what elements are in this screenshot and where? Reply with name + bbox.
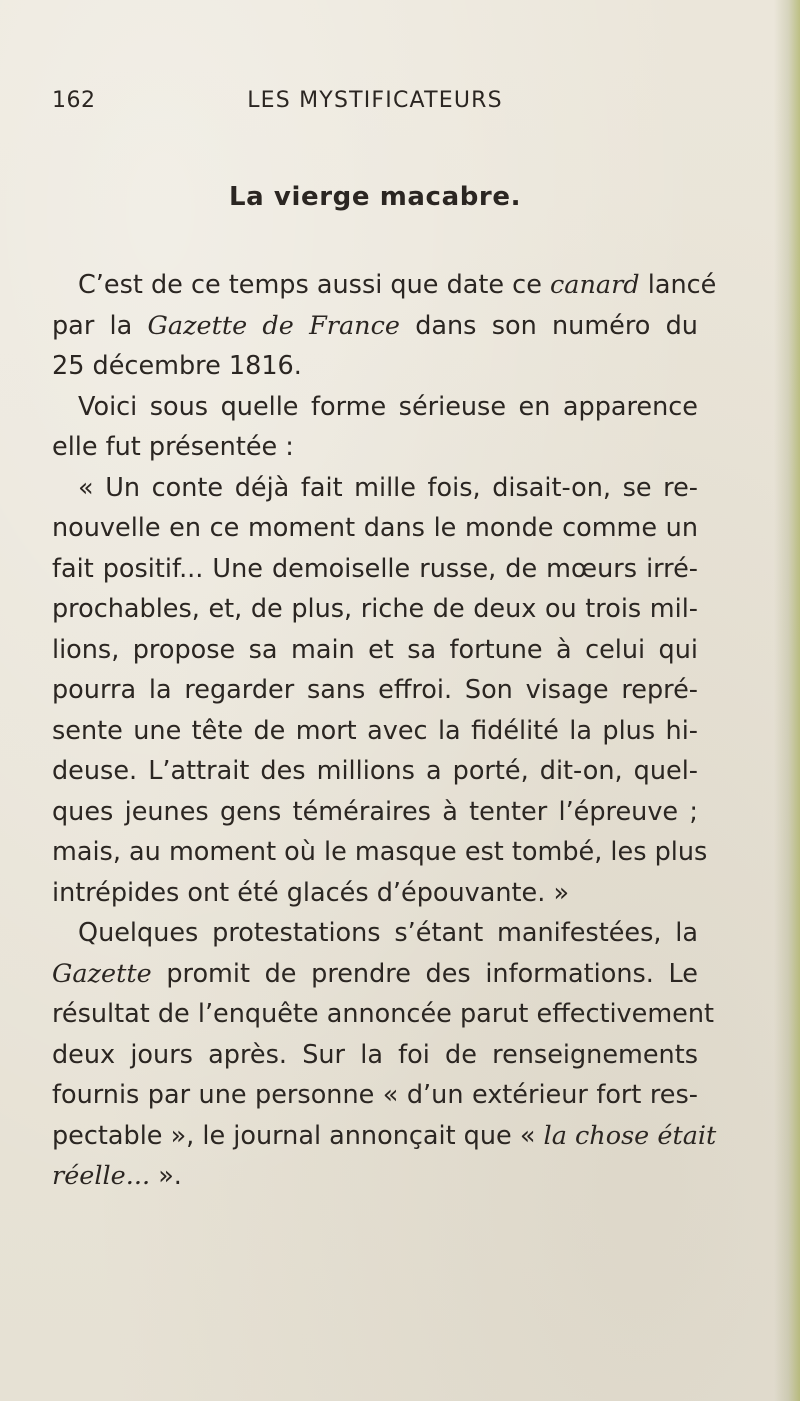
text-line: 25 décembre 1816. (52, 351, 302, 381)
text-line: ques jeunes gens téméraires à tenter l’épreuve ; (52, 796, 698, 827)
italic-term: canard (550, 270, 640, 300)
text-line: mais, au moment où le masque est tombé, les plus (52, 837, 708, 867)
body-text (52, 265, 717, 1197)
text-line: fait positif... Une demoiselle russe, de mœurs irré- (52, 553, 698, 584)
text-line: Voici sous quelle forme sérieuse en apparence (78, 391, 698, 422)
text-line: Quelques protestations s’étant manifestées, la (78, 918, 698, 948)
text-line: sente une tête de mort avec la fidélité la plus hi- (52, 715, 698, 746)
running-head (52, 88, 698, 118)
italic-quote: la chose était (543, 1120, 717, 1151)
italic-term: Gazette (52, 958, 152, 989)
text-line: par la Gazette de France dans son numéro du (52, 310, 698, 341)
italic-term: Gazette de France (147, 310, 400, 341)
italic-quote: réelle... (52, 1161, 151, 1191)
text-line: lions, propose sa main et sa fortune à celui qui (52, 634, 698, 665)
text-line: nouvelle en ce moment dans le monde comme un (52, 513, 698, 543)
running-title: LES MYSTIFICATEURS (247, 88, 503, 113)
text-line: deux jours après. Sur la foi de renseignements (52, 1039, 698, 1070)
text-line: C’est de ce temps aussi que date ce canard lancé (78, 270, 717, 300)
text-line: « Un conte déjà fait mille fois, disait-on, se re- (78, 472, 698, 503)
text-line: Gazette promit de prendre des informations. Le (52, 958, 698, 989)
text-line: réelle... ». (52, 1161, 182, 1191)
text-line: fournis par une personne « d’un extérieur fort res- (52, 1080, 698, 1110)
text-line: deuse. L’attrait des millions a porté, dit-on, quel- (52, 756, 698, 786)
text-line: pectable », le journal annonçait que « la chose était (52, 1120, 717, 1151)
section-title: La vierge macabre. (228, 182, 522, 212)
text-line: prochables, et, de plus, riche de deux ou trois mil- (52, 594, 698, 624)
text-line: résultat de l’enquête annoncée parut effectivement (52, 999, 715, 1029)
text-line: elle fut présentée : (52, 432, 294, 462)
text-line: intrépides ont été glacés d’épouvante. » (52, 877, 570, 908)
page-edge-shadow (774, 0, 800, 1401)
text-line: pourra la regarder sans effroi. Son visage repré- (52, 675, 698, 705)
page-number: 162 (52, 88, 96, 113)
